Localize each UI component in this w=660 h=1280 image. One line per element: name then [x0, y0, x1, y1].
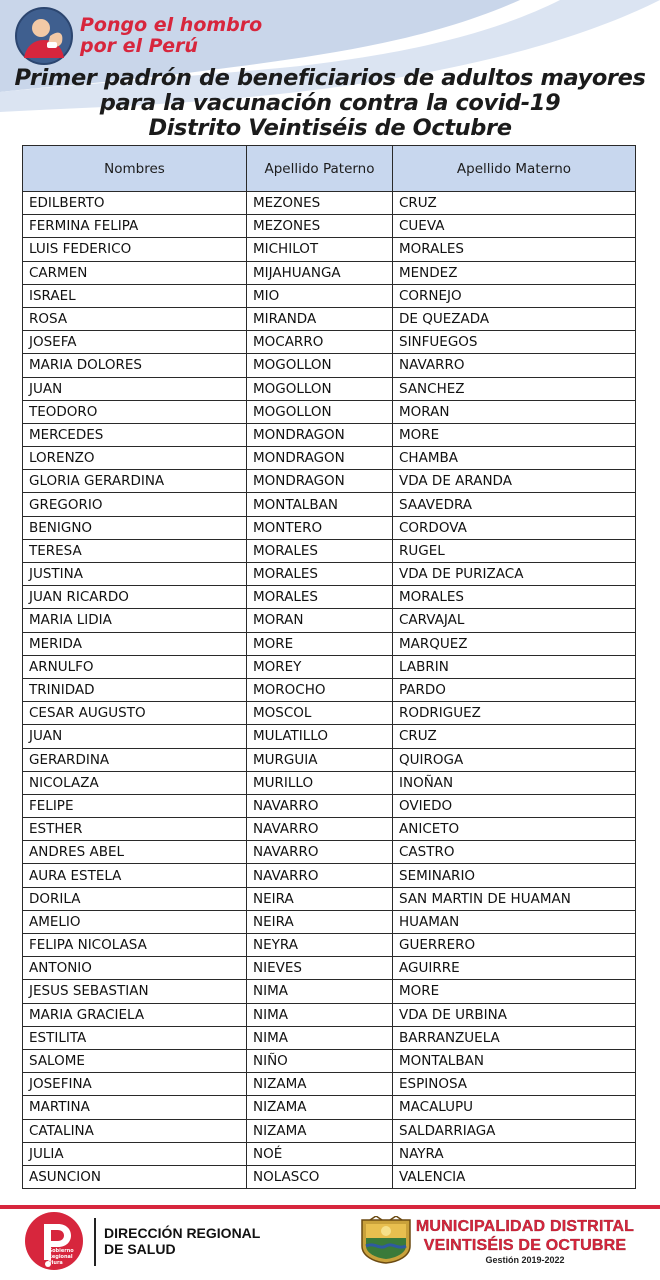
beneficiaries-table [22, 145, 636, 1189]
table-row [23, 632, 636, 655]
cell-apellido-paterno: NIEVES [247, 957, 393, 980]
cell-nombres: GERARDINA [23, 748, 247, 771]
cell-nombres: TEODORO [23, 400, 247, 423]
cell-apellido-materno: HUAMAN [393, 910, 636, 933]
table-row [23, 354, 636, 377]
table-body [23, 192, 636, 1189]
cell-nombres: MARIA DOLORES [23, 354, 247, 377]
cell-apellido-materno: SAAVEDRA [393, 493, 636, 516]
table-row [23, 725, 636, 748]
cell-nombres: MARIA LIDIA [23, 609, 247, 632]
cell-nombres: MARIA GRACIELA [23, 1003, 247, 1026]
cell-apellido-materno: MARQUEZ [393, 632, 636, 655]
cell-apellido-paterno: MEZONES [247, 215, 393, 238]
cell-apellido-paterno: NIZAMA [247, 1073, 393, 1096]
table-row [23, 447, 636, 470]
muni-line-3: Gestión 2019-2022 [485, 1255, 565, 1265]
cell-apellido-materno: VDA DE ARANDA [393, 470, 636, 493]
cell-nombres: ISRAEL [23, 284, 247, 307]
cell-apellido-paterno: NIZAMA [247, 1119, 393, 1142]
table-row [23, 794, 636, 817]
municipality-label [414, 1217, 636, 1266]
cell-apellido-paterno: MOGOLLON [247, 400, 393, 423]
cell-apellido-materno: MORALES [393, 586, 636, 609]
footer-logo-divider [94, 1218, 96, 1266]
cell-apellido-paterno: NEIRA [247, 887, 393, 910]
cell-apellido-materno: GUERRERO [393, 934, 636, 957]
cell-nombres: GREGORIO [23, 493, 247, 516]
cell-apellido-paterno: MONDRAGON [247, 447, 393, 470]
cell-nombres: JUSTINA [23, 563, 247, 586]
title-line-3: Distrito Veintiséis de Octubre [148, 115, 512, 141]
campaign-line-2: por el Perú [80, 35, 198, 57]
cell-apellido-paterno: MURILLO [247, 771, 393, 794]
cell-apellido-paterno: MOSCOL [247, 702, 393, 725]
drs-line-1: DIRECCIÓN REGIONAL [104, 1225, 261, 1241]
cell-apellido-materno: NAVARRO [393, 354, 636, 377]
table-row [23, 377, 636, 400]
cell-nombres: FELIPA NICOLASA [23, 934, 247, 957]
cell-apellido-paterno: NOLASCO [247, 1165, 393, 1188]
cell-apellido-paterno: MORALES [247, 563, 393, 586]
cell-nombres: ESTHER [23, 818, 247, 841]
cell-apellido-materno: SANCHEZ [393, 377, 636, 400]
cell-apellido-materno: MORALES [393, 238, 636, 261]
column-header-nombres: Nombres [23, 146, 247, 192]
table-row [23, 910, 636, 933]
table-row [23, 192, 636, 215]
cell-apellido-paterno: NEIRA [247, 910, 393, 933]
cell-nombres: JOSEFA [23, 331, 247, 354]
cell-nombres: EDILBERTO [23, 192, 247, 215]
table-row [23, 284, 636, 307]
cell-apellido-materno: SINFUEGOS [393, 331, 636, 354]
cell-apellido-materno: CUEVA [393, 215, 636, 238]
table-row [23, 261, 636, 284]
table-row [23, 655, 636, 678]
cell-apellido-paterno: NAVARRO [247, 841, 393, 864]
footer-divider-line [0, 1205, 660, 1209]
table-row [23, 771, 636, 794]
table-row [23, 1049, 636, 1072]
cell-apellido-materno: CHAMBA [393, 447, 636, 470]
cell-nombres: JOSEFINA [23, 1073, 247, 1096]
cell-apellido-paterno: MONDRAGON [247, 470, 393, 493]
cell-apellido-paterno: NIMA [247, 1026, 393, 1049]
cell-apellido-materno: AGUIRRE [393, 957, 636, 980]
cell-nombres: AMELIO [23, 910, 247, 933]
table-row [23, 1073, 636, 1096]
cell-nombres: JESUS SEBASTIAN [23, 980, 247, 1003]
cell-apellido-paterno: MIJAHUANGA [247, 261, 393, 284]
cell-nombres: MERCEDES [23, 423, 247, 446]
cell-apellido-materno: ANICETO [393, 818, 636, 841]
cell-nombres: ESTILITA [23, 1026, 247, 1049]
cell-apellido-materno: VDA DE PURIZACA [393, 563, 636, 586]
table-row [23, 887, 636, 910]
cell-apellido-paterno: MOGOLLON [247, 377, 393, 400]
table-row [23, 748, 636, 771]
cell-apellido-materno: RUGEL [393, 539, 636, 562]
table-row [23, 980, 636, 1003]
cell-apellido-paterno: MIO [247, 284, 393, 307]
cell-apellido-materno: SAN MARTIN DE HUAMAN [393, 887, 636, 910]
cell-apellido-materno: NAYRA [393, 1142, 636, 1165]
cell-nombres: TERESA [23, 539, 247, 562]
cell-apellido-paterno: MONTERO [247, 516, 393, 539]
cell-nombres: JULIA [23, 1142, 247, 1165]
cell-nombres: MERIDA [23, 632, 247, 655]
table-row [23, 1096, 636, 1119]
cell-apellido-paterno: MORAN [247, 609, 393, 632]
table-row [23, 702, 636, 725]
cell-nombres: ANDRES ABEL [23, 841, 247, 864]
cell-apellido-paterno: MONTALBAN [247, 493, 393, 516]
table-row [23, 864, 636, 887]
cell-apellido-paterno: NIMA [247, 1003, 393, 1026]
cell-apellido-materno: ESPINOSA [393, 1073, 636, 1096]
cell-nombres: MARTINA [23, 1096, 247, 1119]
cell-apellido-materno: SALDARRIAGA [393, 1119, 636, 1142]
page-title [0, 66, 660, 141]
cell-apellido-paterno: MIRANDA [247, 307, 393, 330]
cell-apellido-paterno: NEYRA [247, 934, 393, 957]
table-row [23, 678, 636, 701]
cell-nombres: JUAN [23, 377, 247, 400]
cell-apellido-paterno: MORALES [247, 539, 393, 562]
table-row [23, 957, 636, 980]
cell-apellido-materno: PARDO [393, 678, 636, 701]
cell-apellido-paterno: MORE [247, 632, 393, 655]
title-line-2: para la vacunación contra la covid-19 [99, 90, 561, 116]
muni-line-1: MUNICIPALIDAD DISTRITAL [415, 1218, 635, 1235]
campaign-badge [14, 6, 262, 66]
cell-apellido-materno: CRUZ [393, 725, 636, 748]
cell-apellido-materno: RODRIGUEZ [393, 702, 636, 725]
cell-nombres: JUAN [23, 725, 247, 748]
shoulder-campaign-icon [14, 6, 74, 66]
cell-nombres: AURA ESTELA [23, 864, 247, 887]
cell-nombres: CATALINA [23, 1119, 247, 1142]
cell-apellido-materno: CASTRO [393, 841, 636, 864]
cell-apellido-materno: DE QUEZADA [393, 307, 636, 330]
cell-apellido-paterno: MOCARRO [247, 331, 393, 354]
table-row [23, 818, 636, 841]
beneficiaries-table-container [22, 145, 635, 1189]
cell-apellido-materno: MORE [393, 980, 636, 1003]
cell-apellido-paterno: MONDRAGON [247, 423, 393, 446]
table-row [23, 493, 636, 516]
cell-apellido-paterno: MICHILOT [247, 238, 393, 261]
municipality-crest-icon [360, 1216, 412, 1264]
cell-apellido-paterno: MOREY [247, 655, 393, 678]
table-row [23, 841, 636, 864]
cell-nombres: TRINIDAD [23, 678, 247, 701]
cell-nombres: ROSA [23, 307, 247, 330]
cell-nombres: FELIPE [23, 794, 247, 817]
cell-apellido-materno: CRUZ [393, 192, 636, 215]
table-row [23, 586, 636, 609]
cell-nombres: GLORIA GERARDINA [23, 470, 247, 493]
cell-apellido-materno: MENDEZ [393, 261, 636, 284]
cell-nombres: CARMEN [23, 261, 247, 284]
cell-apellido-paterno: MOGOLLON [247, 354, 393, 377]
table-row [23, 1026, 636, 1049]
cell-nombres: DORILA [23, 887, 247, 910]
table-row [23, 539, 636, 562]
muni-line-2: VEINTISÉIS DE OCTUBRE [423, 1237, 627, 1254]
table-row [23, 516, 636, 539]
campaign-line-1: Pongo el hombro [80, 14, 263, 36]
cell-nombres: ASUNCION [23, 1165, 247, 1188]
cell-nombres: ANTONIO [23, 957, 247, 980]
table-row [23, 215, 636, 238]
direccion-regional-salud-label [104, 1225, 260, 1257]
table-row [23, 331, 636, 354]
table-row [23, 470, 636, 493]
cell-apellido-materno: SEMINARIO [393, 864, 636, 887]
table-row [23, 400, 636, 423]
cell-apellido-materno: CARVAJAL [393, 609, 636, 632]
cell-apellido-materno: LABRIN [393, 655, 636, 678]
cell-apellido-materno: CORNEJO [393, 284, 636, 307]
cell-apellido-materno: CORDOVA [393, 516, 636, 539]
cell-nombres: JUAN RICARDO [23, 586, 247, 609]
cell-apellido-paterno: NIZAMA [247, 1096, 393, 1119]
cell-nombres: SALOME [23, 1049, 247, 1072]
cell-apellido-paterno: NAVARRO [247, 864, 393, 887]
cell-nombres: FERMINA FELIPA [23, 215, 247, 238]
cell-apellido-paterno: NAVARRO [247, 818, 393, 841]
cell-apellido-paterno: MURGUIA [247, 748, 393, 771]
cell-nombres: ARNULFO [23, 655, 247, 678]
table-row [23, 307, 636, 330]
cell-apellido-materno: VDA DE URBINA [393, 1003, 636, 1026]
cell-apellido-paterno: MOROCHO [247, 678, 393, 701]
cell-apellido-materno: QUIROGA [393, 748, 636, 771]
table-row [23, 1142, 636, 1165]
gobierno-regional-label: Gobierno Regional Piura [48, 1248, 74, 1266]
table-row [23, 563, 636, 586]
cell-apellido-materno: MORAN [393, 400, 636, 423]
cell-apellido-paterno: MULATILLO [247, 725, 393, 748]
cell-apellido-paterno: NIÑO [247, 1049, 393, 1072]
table-row [23, 423, 636, 446]
cell-apellido-paterno: NAVARRO [247, 794, 393, 817]
cell-nombres: CESAR AUGUSTO [23, 702, 247, 725]
cell-apellido-materno: MORE [393, 423, 636, 446]
cell-nombres: BENIGNO [23, 516, 247, 539]
cell-apellido-materno: VALENCIA [393, 1165, 636, 1188]
cell-apellido-paterno: MORALES [247, 586, 393, 609]
table-row [23, 1003, 636, 1026]
table-row [23, 934, 636, 957]
column-header-apellido-paterno: Apellido Paterno [247, 146, 393, 192]
table-row [23, 1119, 636, 1142]
cell-apellido-materno: MONTALBAN [393, 1049, 636, 1072]
table-row [23, 238, 636, 261]
table-header-row [23, 146, 636, 192]
cell-nombres: LORENZO [23, 447, 247, 470]
cell-nombres: NICOLAZA [23, 771, 247, 794]
column-header-apellido-materno: Apellido Materno [393, 146, 636, 192]
table-row [23, 1165, 636, 1188]
title-line-1: Primer padrón de beneficiarios de adultos mayores [14, 65, 646, 91]
cell-apellido-paterno: MEZONES [247, 192, 393, 215]
cell-apellido-materno: INOÑAN [393, 771, 636, 794]
cell-nombres: LUIS FEDERICO [23, 238, 247, 261]
cell-apellido-paterno: NOÉ [247, 1142, 393, 1165]
drs-line-2: DE SALUD [104, 1241, 176, 1257]
table-row [23, 609, 636, 632]
cell-apellido-paterno: NIMA [247, 980, 393, 1003]
cell-apellido-materno: OVIEDO [393, 794, 636, 817]
cell-apellido-materno: MACALUPU [393, 1096, 636, 1119]
cell-apellido-materno: BARRANZUELA [393, 1026, 636, 1049]
